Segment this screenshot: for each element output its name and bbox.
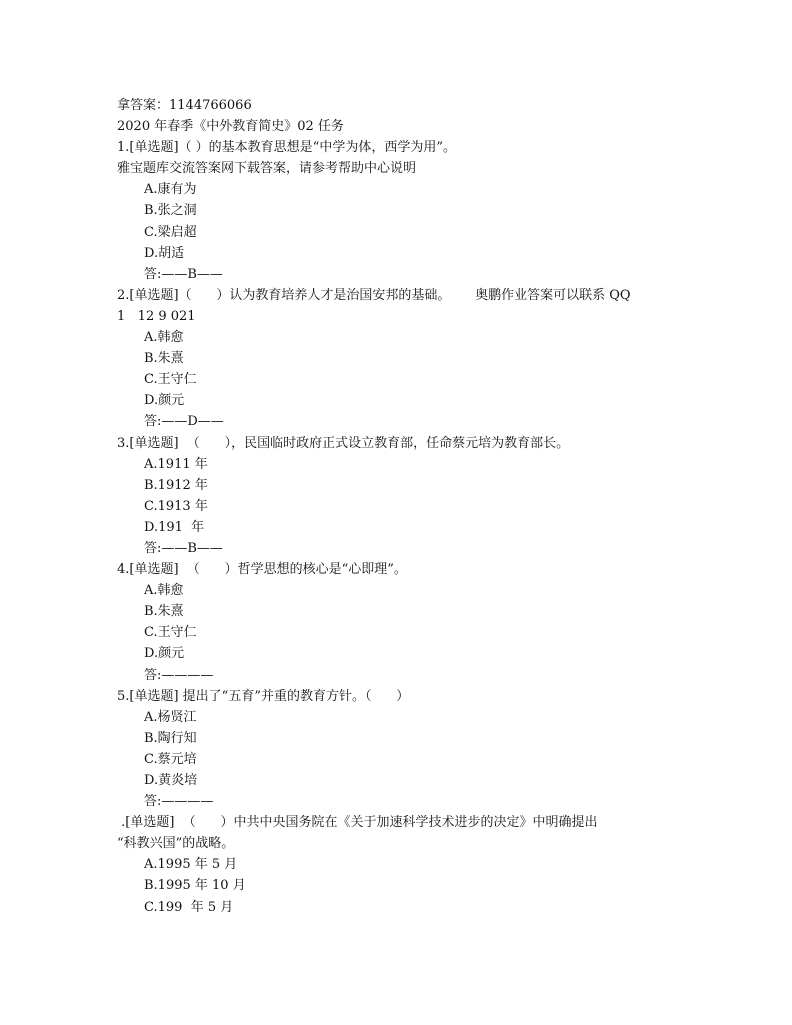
answer-option: B.朱熹 <box>144 351 184 367</box>
answer-option: A.1995 年 5 月 <box>144 857 238 873</box>
question-text: 雅宝题库交流答案网下载答案，请参考帮助中心说明 <box>117 161 417 177</box>
answer-key: 答:——B—— <box>144 266 223 282</box>
answer-option: D.颜元 <box>144 646 185 662</box>
question-block <box>117 137 717 285</box>
question-block <box>117 433 717 560</box>
answer-option: B.朱熹 <box>144 604 184 620</box>
question-block <box>117 686 717 813</box>
question-block <box>117 285 717 433</box>
answer-option: B.陶行知 <box>144 730 197 746</box>
question-text: 4.[单选题] （ ）哲学思想的核心是“心即理”。 <box>117 562 407 578</box>
answer-option: B.张之洞 <box>144 203 197 219</box>
question-block <box>117 559 717 686</box>
answer-option: A.1911 年 <box>144 456 208 472</box>
answer-option: D.191 年 <box>144 519 205 535</box>
answer-key: 答:——D—— <box>144 414 224 430</box>
answer-option: D.黄炎培 <box>144 773 198 788</box>
answer-key: 答:———— <box>144 667 214 683</box>
answer-option: B.1912 年 <box>144 477 208 493</box>
question-list <box>117 137 717 917</box>
answer-key: 答:———— <box>144 794 214 810</box>
question-text: 5.[单选题] 提出了“五育”并重的教育方针。（ ） <box>117 688 410 704</box>
answer-option: C.1913 年 <box>144 498 208 514</box>
question-text: “科教兴国”的战略。 <box>117 836 235 852</box>
answer-option: C.199 年 5 月 <box>144 899 234 915</box>
question-text: 3.[单选题] （ ），民国临时政府正式设立教育部，任命蔡元培为教育部长。 <box>117 435 570 451</box>
answer-option: C.王守仁 <box>144 625 197 641</box>
answer-key: 答:——B—— <box>144 540 223 556</box>
question-text: .[单选题] （ ）中共中央国务院在《关于加速科学技术进步的决定》中明确提出 <box>117 815 598 831</box>
answer-option: C.蔡元培 <box>144 751 197 767</box>
answer-option: A.康有为 <box>144 182 197 198</box>
answer-option: A.杨贤江 <box>144 709 197 725</box>
answer-option: C.梁启超 <box>144 224 197 240</box>
contact-line: 拿答案：1144766066 <box>117 98 252 113</box>
document-title: 2020 年春季《中外教育简史》02 任务 <box>117 119 344 135</box>
document-body <box>117 95 717 918</box>
question-block <box>117 812 717 917</box>
answer-option: B.1995 年 10 月 <box>144 878 246 894</box>
answer-option: A.韩愈 <box>144 583 184 599</box>
answer-option: C.王守仁 <box>144 372 197 388</box>
question-text: 1 12 9 021 <box>117 308 196 324</box>
answer-option: D.胡适 <box>144 245 185 261</box>
question-text: 2.[单选题]（ ）认为教育培养人才是治国安邦的基础。 奥鹏作业答案可以联系 QQ <box>117 287 631 303</box>
question-text: 1.[单选题]（ ）的基本教育思想是“中学为体，西学为用”。 <box>117 140 456 156</box>
answer-option: D.颜元 <box>144 393 185 409</box>
answer-option: A.韩愈 <box>144 330 184 346</box>
